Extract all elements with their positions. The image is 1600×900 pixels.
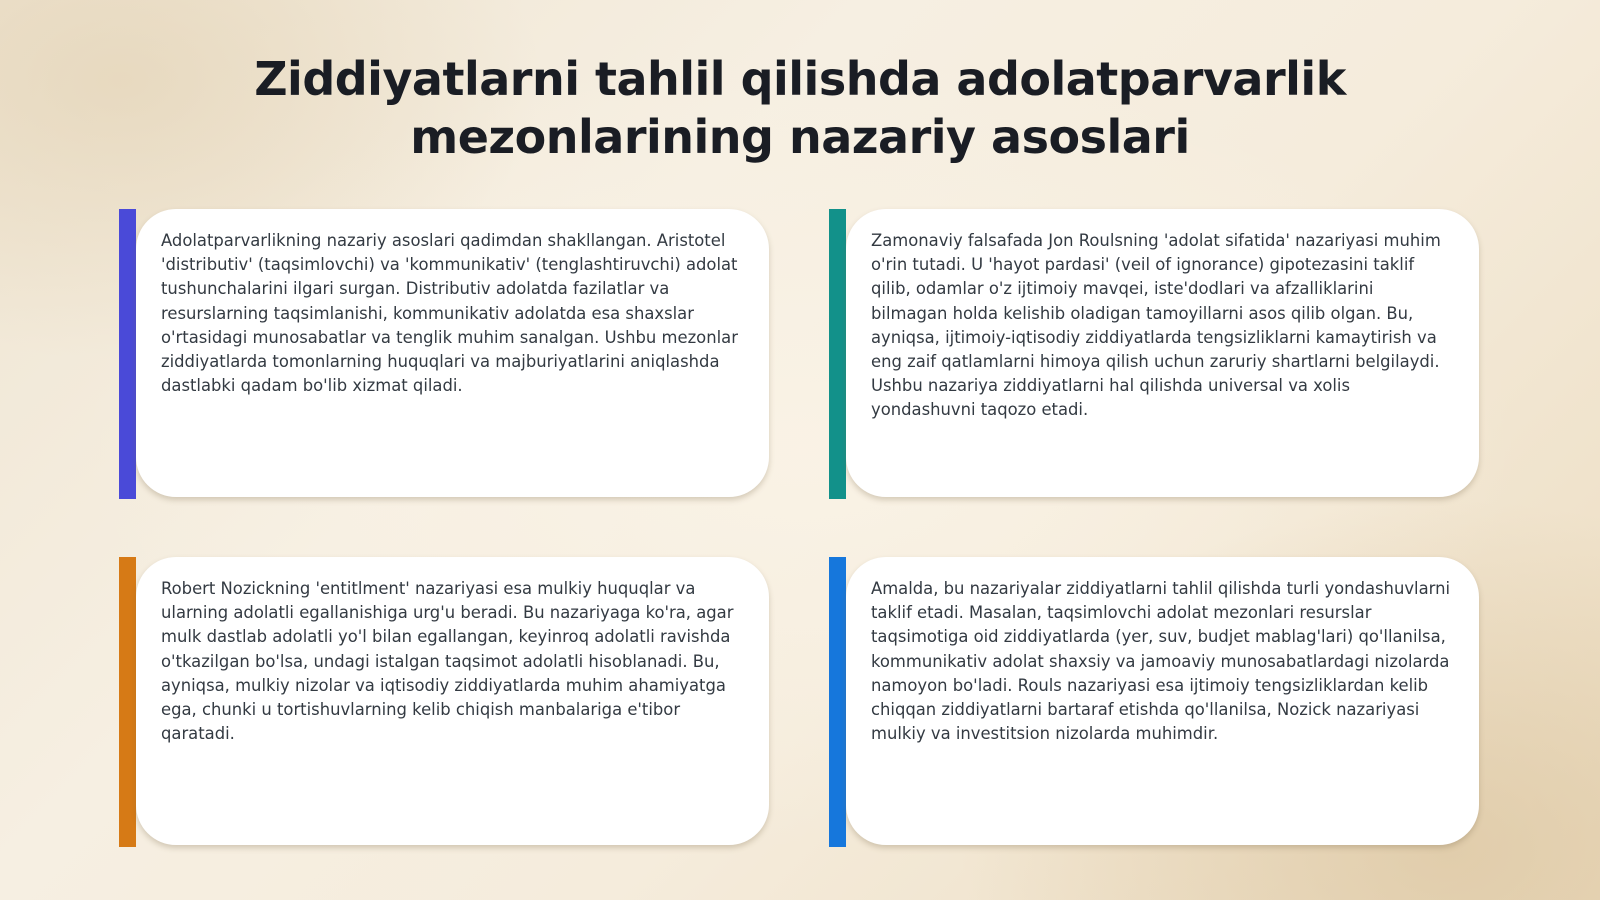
card-accent-bar	[119, 209, 136, 499]
slide-title: Ziddiyatlarni tahlil qilishda adolatparvarlik mezonlarining nazariy asoslari	[254, 52, 1346, 164]
card-body	[846, 557, 1479, 845]
card-text: Adolatparvarlikning nazariy asoslari qadimdan shakllangan. Aristotel 'distributiv' (taqsimlovchi) va 'kommunikativ' (tenglashtiruvchi) adolat tushunchalarini ilgari surgan. Distributiv adolatda fazilatlar va resurslarning taqsimlanishi, kommunikativ adolatda esa shaxslar o'rtasidagi munosabatlar va tenglik muhim sanalgan. Ushbu mezonlar ziddiyatlarda tomonlarning huquqlari va majburiyatlarini aniqlashda dastlabki qadam bo'lib xizmat qiladi.	[161, 231, 738, 396]
card-text: Amalda, bu nazariyalar ziddiyatlarni tahlil qilishda turli yondashuvlarni taklif etadi. Masalan, taqsimlovchi adolat mezonlari resurslar taqsimotiga oid ziddiyatlarda (yer, suv, budjet mablag'lari) qo'llanilsa, kommunikativ adolat shaxsiy va jamoaviy munosabatlardagi nizolarda namoyon bo'ladi. Rouls nazariyasi esa ijtimoiy tengsizliklardan kelib chiqqan ziddiyatlarni bartaraf etishda qo'llanilsa, Nozick nazariyasi mulkiy va investitsion nizolarda muhimdir.	[871, 579, 1451, 744]
card-body	[846, 209, 1479, 497]
card-body	[136, 209, 769, 497]
info-card-rawls	[829, 209, 1481, 499]
card-text: Robert Nozickning 'entitlment' nazariyasi esa mulkiy huquqlar va ularning adolatli egallanishiga urg'u beradi. Bu nazariyaga ko'ra, agar mulk dastlab adolatli yo'l bilan egallangan, keyinroq adolatli ravishda o'tkazilgan bo'lsa, undagi istalgan taqsimot adolatli hisoblanadi. Bu, ayniqsa, mulkiy nizolar va iqtisodiy ziddiyatlarda muhim ahamiyatga ega, chunki u tortishuvlarning kelib chiqish manbalariga e'tibor qaratadi.	[161, 579, 734, 744]
info-card-nozick	[119, 557, 771, 847]
info-card-aristotle	[119, 209, 771, 499]
card-body	[136, 557, 769, 845]
card-text: Zamonaviy falsafada Jon Roulsning 'adolat sifatida' nazariyasi muhim o'rin tutadi. U 'hayot pardasi' (veil of ignorance) gipotezasini taklif qilib, odamlar o'z ijtimoiy mavqei, iste'dodlari va afzalliklarini bilmagan holda kelishib oladigan tamoyillarni asos qilib olgan. Bu, ayniqsa, ijtimoiy-iqtisodiy ziddiyatlarda tengsizliklarni kamaytirish va eng zaif qatlamlarni himoya qilish uchun zaruriy shartlarni belgilaydi. Ushbu nazariya ziddiyatlarni hal qilishda universal va xolis yondashuvni taqozo etadi.	[871, 231, 1441, 420]
info-card-practice	[829, 557, 1481, 847]
card-accent-bar	[829, 557, 846, 847]
card-accent-bar	[829, 209, 846, 499]
card-accent-bar	[119, 557, 136, 847]
